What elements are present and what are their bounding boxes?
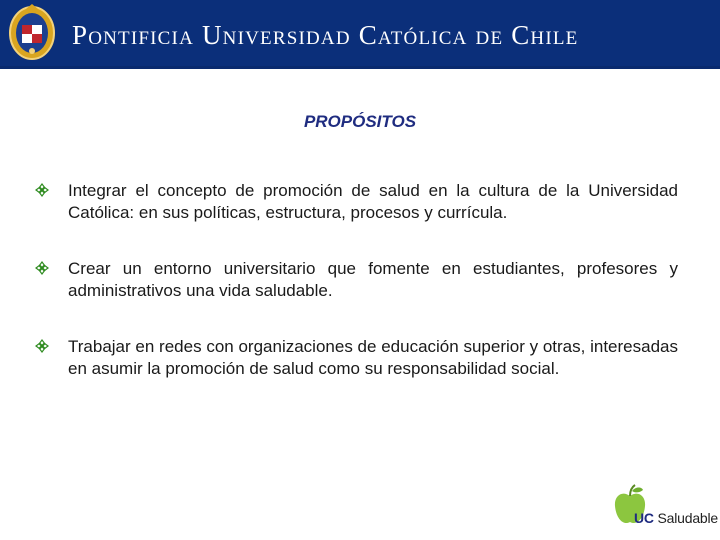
diamond-bullet-icon bbox=[34, 260, 50, 276]
university-name: Pontificia Universidad Católica de Chile bbox=[72, 20, 579, 50]
bullet-text: Integrar el concepto de promoción de salud en la cultura de la Universidad Católica: en sus políticas, estructura, procesos y currícula. bbox=[68, 181, 678, 222]
logo-uc: UC bbox=[634, 510, 654, 526]
header-divider bbox=[0, 66, 720, 69]
uc-saludable-logo bbox=[608, 480, 718, 532]
bullet-text: Crear un entorno universitario que fomente en estudiantes, profesores y administrativos una vida saludable. bbox=[68, 259, 678, 300]
bullet-item bbox=[34, 180, 678, 224]
logo-wordmark bbox=[634, 510, 718, 526]
bullet-list bbox=[34, 180, 678, 414]
logo-saludable: Saludable bbox=[657, 510, 719, 526]
slide-title: PROPÓSITOS bbox=[303, 112, 417, 131]
diamond-bullet-icon bbox=[34, 338, 50, 354]
bullet-item bbox=[34, 258, 678, 302]
header-banner bbox=[0, 0, 720, 66]
university-crest-icon bbox=[8, 3, 56, 61]
bullet-text: Trabajar en redes con organizaciones de educación superior y otras, interesadas en asumir la promoción de salud como su responsabilidad social. bbox=[68, 337, 678, 378]
bullet-item bbox=[34, 336, 678, 380]
diamond-bullet-icon bbox=[34, 182, 50, 198]
